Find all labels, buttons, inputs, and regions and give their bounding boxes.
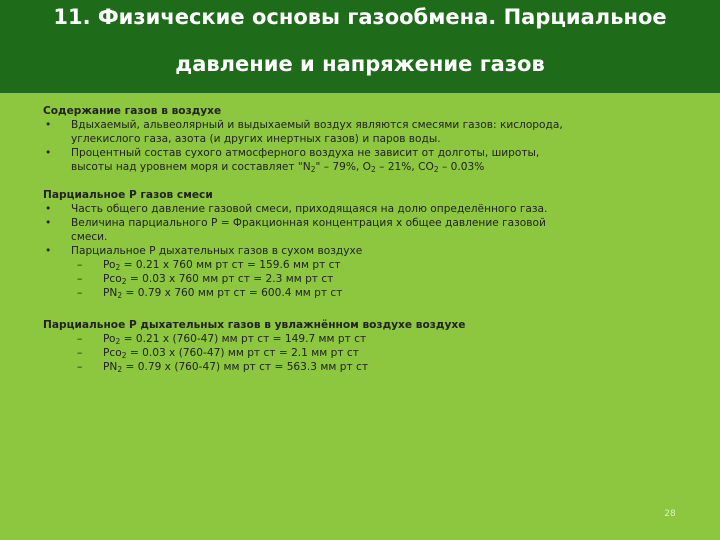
bullet-text-line: Величина парциального Р = Фракционная концентрация х общее давление газовой [71, 217, 546, 229]
text-segment: Pco [103, 347, 122, 359]
sub-item-pn2-humid [43, 360, 683, 374]
slide-title-line-1: 11. Физические основы газообмена. Парциальное [53, 5, 667, 29]
section-heading-humid-air: Парциальное Р дыхательных газов в увлажнённом воздухе воздухе [43, 319, 466, 331]
sub-item-po2-dry [43, 258, 683, 272]
sub-item-po2-humid [43, 332, 683, 346]
text-segment: – 0.03% [438, 161, 485, 173]
title-bar [0, 0, 720, 93]
subscript: 2 [433, 165, 439, 174]
bullet-item [43, 202, 683, 216]
bullet-item [43, 146, 683, 174]
bullet-item [43, 118, 683, 146]
bullet-text-line: Парциальное Р дыхательных газов в сухом воздухе [71, 245, 363, 257]
dash-marker: – [77, 287, 83, 299]
bullet-marker: • [45, 245, 52, 257]
subscript: 2 [310, 165, 316, 174]
spacer [43, 174, 683, 188]
sub-item-pco2-humid [43, 346, 683, 360]
text-segment: = 0.79 х 760 мм рт ст = 600.4 мм рт ст [122, 287, 343, 299]
subscript: 2 [121, 277, 127, 286]
text-segment: высоты над уровнем моря и составляет "N [71, 161, 311, 173]
text-segment: = 0.03 х (760-47) мм рт ст = 2.1 мм рт ст [126, 347, 359, 359]
bullet-text-line: углекислого газа, азота (и других инертных газов) и паров воды. [71, 133, 441, 145]
text-segment: = 0.21 х 760 мм рт ст = 159.6 мм рт ст [120, 259, 341, 271]
page-number: 28 [664, 509, 676, 519]
bullet-text-line [71, 160, 683, 174]
subscript: 2 [121, 351, 127, 360]
dash-marker: – [77, 259, 83, 271]
text-segment: PN [103, 287, 118, 299]
section-heading-gas-content: Содержание газов в воздухе [43, 105, 222, 117]
dash-marker: – [77, 361, 83, 373]
slide-title-line-2: давление и напряжение газов [175, 52, 545, 76]
bullet-text-line: Процентный состав сухого атмосферного воздуха не зависит от долготы, широты, [71, 147, 540, 159]
bullet-text-line: Вдыхаемый, альвеолярный и выдыхаемый воздух являются смесями газов: кислорода, [71, 119, 563, 131]
dash-marker: – [77, 273, 83, 285]
text-segment: = 0.79 х (760-47) мм рт ст = 563.3 мм рт ст [122, 361, 368, 373]
subscript: 2 [115, 263, 121, 272]
text-segment: " – 79%, O [315, 161, 371, 173]
text-segment: PN [103, 361, 118, 373]
slide-content [43, 104, 683, 374]
sub-item-pn2-dry [43, 286, 683, 300]
spacer [43, 300, 683, 314]
bullet-item [43, 216, 683, 244]
subscript: 2 [371, 165, 376, 174]
bullet-text-line: Часть общего давление газовой смеси, приходящаяся на долю определённого газа. [71, 203, 548, 215]
bullet-marker: • [45, 203, 52, 215]
text-segment: = 0.21 х (760-47) мм рт ст = 149.7 мм рт ст [120, 333, 367, 345]
section-heading-partial-pressure: Парциальное Р газов смеси [43, 189, 213, 201]
dash-marker: – [77, 333, 83, 345]
subscript: 2 [117, 365, 123, 374]
bullet-text-line: смеси. [71, 231, 108, 243]
bullet-marker: • [45, 217, 52, 229]
text-segment: = 0.03 х 760 мм рт ст = 2.3 мм рт ст [126, 273, 334, 285]
subscript: 2 [117, 291, 123, 300]
text-segment: Pco [103, 273, 122, 285]
bullet-marker: • [45, 119, 52, 131]
bullet-item [43, 244, 683, 258]
text-segment: – 21%, CO [375, 161, 434, 173]
subscript: 2 [115, 337, 121, 346]
text-segment: Po [103, 333, 116, 345]
sub-item-pco2-dry [43, 272, 683, 286]
text-segment: Po [103, 259, 116, 271]
dash-marker: – [77, 347, 83, 359]
bullet-marker: • [45, 147, 52, 159]
